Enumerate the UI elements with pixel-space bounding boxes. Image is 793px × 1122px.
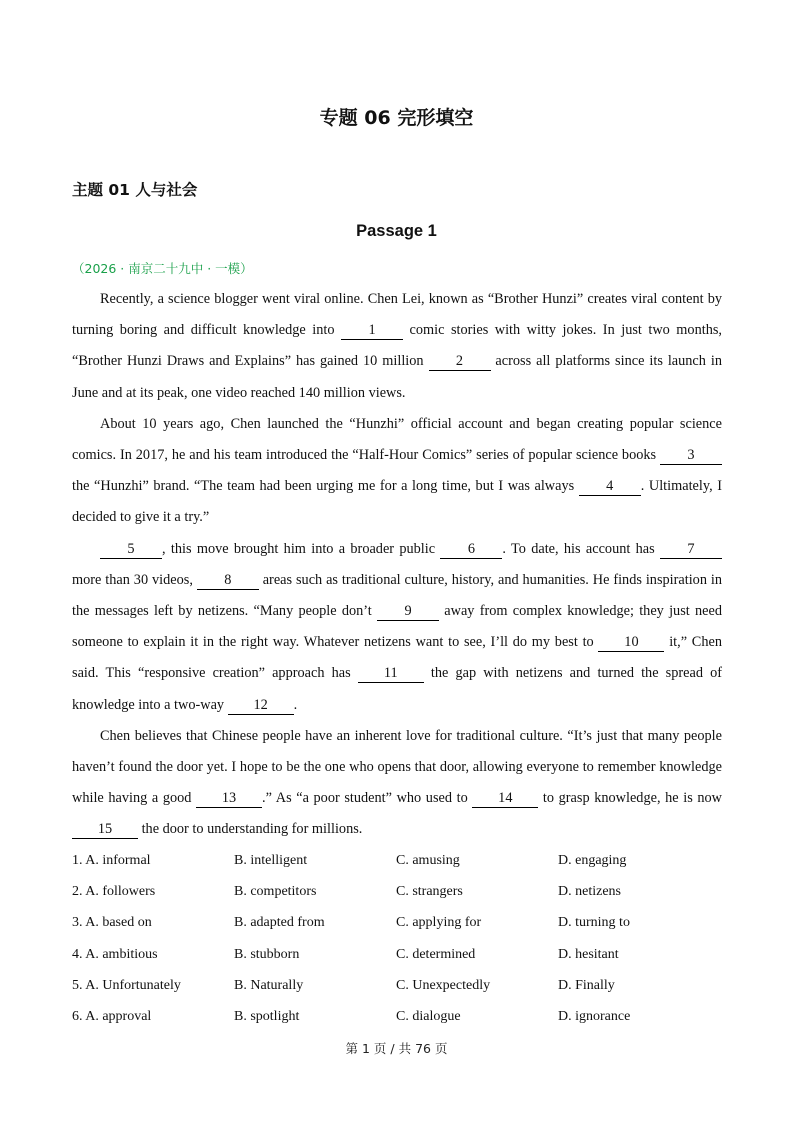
document-title: 专题 06 完形填空	[319, 107, 474, 129]
blank-10: 10	[598, 634, 664, 652]
option-d: D. Finally	[558, 977, 615, 993]
passage-text: . Ultimately, I decided to give it a try.”	[72, 478, 722, 526]
passage-text: Chen believes that Chinese people have an inherent love for traditional culture. “It’s just that many people haven’t found the door yet. I hope to be the one who opens that door, allowing everyone to remember knowledge while having a good	[72, 727, 722, 807]
option-b: B. adapted from	[234, 915, 325, 931]
blank-9: 9	[377, 603, 439, 621]
passage-text: to grasp knowledge, he is now	[538, 790, 722, 807]
passage-text: . To date, his account has	[502, 540, 660, 557]
passage-text: areas such as traditional culture, history, and humanities. He finds inspiration in the messages left by netizens. “Many people don’t	[72, 571, 722, 620]
blank-12: 12	[228, 697, 294, 715]
option-a: 5. A. Unfortunately	[72, 977, 181, 993]
passage-body	[72, 284, 722, 846]
passage-text: more than 30 videos,	[72, 571, 197, 588]
option-a: 3. A. based on	[72, 915, 152, 931]
question-row	[72, 1001, 722, 1032]
option-b: B. stubborn	[234, 946, 300, 962]
passage-text: it,” Chen said. This “responsive creation” approach has	[72, 634, 722, 682]
blank-1: 1	[341, 322, 403, 340]
passage-text: About 10 years ago, Chen launched the “Hunzhi” official account and began creating popular science comics. In 2017, he and his team introduced the “Half-Hour Comics” series of popular science books	[72, 415, 722, 464]
passage-paragraph	[72, 284, 722, 409]
blank-6: 6	[440, 541, 502, 559]
option-d: D. hesitant	[558, 946, 619, 962]
question-row	[72, 939, 722, 970]
option-c: C. dialogue	[396, 1008, 461, 1024]
passage-paragraph	[72, 534, 722, 721]
option-a: 2. A. followers	[72, 884, 156, 900]
option-b: B. competitors	[234, 884, 317, 900]
passage-text: Recently, a science blogger went viral online. Chen Lei, known as “Brother Hunzi” creates viral content by turning boring and difficult knowledge into	[72, 291, 722, 339]
passage-text: away from complex knowledge; they just need someone to explain it in the right way. Whatever netizens want to see, I’ll do my best to	[72, 603, 722, 651]
question-row	[72, 876, 722, 907]
option-b: B. intelligent	[234, 853, 308, 868]
passage-text: comic stories with witty jokes. In just two months, “Brother Hunzi Draws and Explains” has gained 10 million	[72, 322, 722, 370]
option-a: 6. A. approval	[72, 1008, 152, 1024]
blank-8: 8	[197, 572, 259, 590]
option-c: C. Unexpectedly	[396, 977, 491, 993]
option-d: D. ignorance	[558, 1008, 631, 1024]
passage-text: the door to understanding for millions.	[138, 821, 363, 838]
passage-text: , this move brought him into a broader public	[162, 540, 441, 557]
option-b: B. Naturally	[234, 977, 304, 993]
question-row	[72, 845, 722, 876]
passage-paragraph	[72, 721, 722, 846]
option-d: D. netizens	[558, 884, 621, 900]
passage-text: the gap with netizens and turned the spread of knowledge into a two-way	[72, 665, 722, 713]
topic-heading: 主题 01 人与社会	[72, 181, 198, 199]
option-c: C. strangers	[396, 884, 463, 900]
page-footer: 第 1 页 / 共 76 页	[345, 1041, 448, 1056]
option-c: C. amusing	[396, 853, 460, 868]
option-d: D. engaging	[558, 853, 627, 868]
option-d: D. turning to	[558, 915, 630, 931]
blank-14: 14	[472, 790, 538, 808]
blank-11: 11	[358, 665, 424, 683]
question-row	[72, 970, 722, 1001]
answer-options	[72, 845, 722, 1032]
passage-text: .” As “a poor student” who used to	[262, 790, 473, 807]
blank-4: 4	[579, 478, 641, 496]
passage-source: （2026 · 南京二十九中 · 一模）	[72, 261, 253, 276]
blank-5: 5	[100, 541, 162, 559]
passage-text: across all platforms since its launch in June and at its peak, one video reached 140 million views.	[72, 353, 722, 401]
blank-15: 15	[72, 821, 138, 839]
option-a: 4. A. ambitious	[72, 946, 158, 962]
option-c: C. applying for	[396, 915, 482, 931]
passage-text: the “Hunzhi” brand. “The team had been urging me for a long time, but I was always	[72, 478, 579, 495]
passage-text: .	[293, 696, 298, 713]
blank-3: 3	[660, 447, 722, 465]
option-b: B. spotlight	[234, 1008, 300, 1024]
passage-title: Passage 1	[356, 222, 437, 240]
blank-2: 2	[429, 353, 491, 371]
passage-paragraph	[72, 409, 722, 534]
option-a: 1. A. informal	[72, 853, 151, 868]
blank-13: 13	[196, 790, 262, 808]
question-row	[72, 907, 722, 938]
blank-7: 7	[660, 541, 722, 559]
option-c: C. determined	[396, 946, 476, 962]
